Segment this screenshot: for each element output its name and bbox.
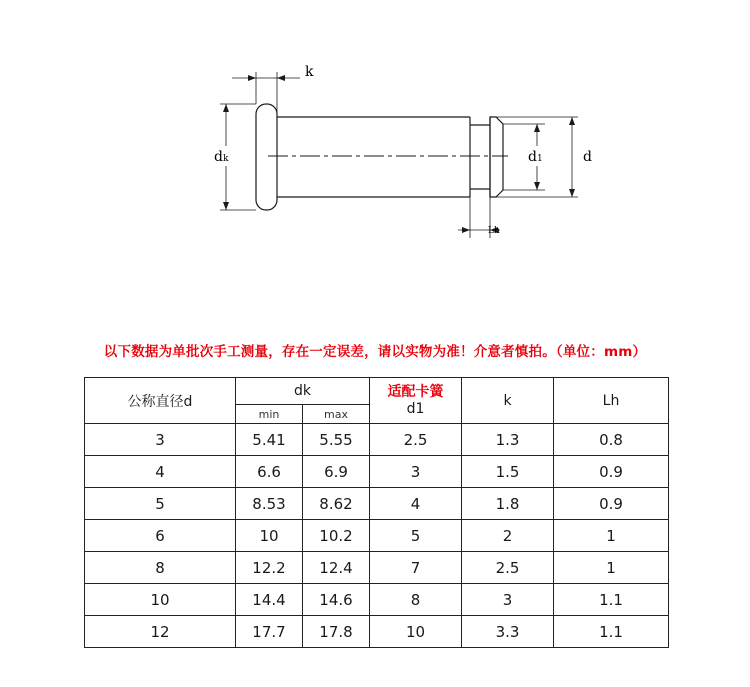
header-lh: Lh <box>554 378 669 424</box>
cell-d1: 3 <box>370 456 462 488</box>
cell-lh: 0.9 <box>554 456 669 488</box>
cell-d: 10 <box>85 584 236 616</box>
cell-d1: 7 <box>370 552 462 584</box>
table-row <box>85 616 669 648</box>
cell-d1: 4 <box>370 488 462 520</box>
cell-dk-max: 17.8 <box>303 616 370 648</box>
header-dk-max: max <box>303 405 370 424</box>
cell-dk-min: 10 <box>236 520 303 552</box>
header-nominal-diameter: 公称直径d <box>85 378 236 424</box>
cell-k: 3 <box>462 584 554 616</box>
cell-d: 3 <box>85 424 236 456</box>
cell-d: 8 <box>85 552 236 584</box>
table-row <box>85 456 669 488</box>
cell-dk-max: 10.2 <box>303 520 370 552</box>
cell-d: 6 <box>85 520 236 552</box>
cell-lh: 1 <box>554 520 669 552</box>
cell-d1: 5 <box>370 520 462 552</box>
cell-dk-max: 5.55 <box>303 424 370 456</box>
cell-lh: 1.1 <box>554 584 669 616</box>
cell-dk-max: 12.4 <box>303 552 370 584</box>
cell-lh: 1 <box>554 552 669 584</box>
label-dk: dk <box>214 149 229 165</box>
cell-dk-max: 6.9 <box>303 456 370 488</box>
cell-d: 5 <box>85 488 236 520</box>
cell-k: 3.3 <box>462 616 554 648</box>
cell-dk-min: 6.6 <box>236 456 303 488</box>
cell-lh: 0.8 <box>554 424 669 456</box>
cell-dk-max: 8.62 <box>303 488 370 520</box>
cell-k: 1.5 <box>462 456 554 488</box>
cell-k: 1.3 <box>462 424 554 456</box>
pin-drawing <box>0 0 750 330</box>
label-d: d <box>583 149 592 165</box>
cell-dk-min: 8.53 <box>236 488 303 520</box>
measurement-note: 以下数据为单批次手工测量，存在一定误差，请以实物为准！介意者慎拍。（单位：mm） <box>103 344 647 360</box>
label-k: k <box>305 64 314 80</box>
table-row <box>85 488 669 520</box>
cell-k: 1.8 <box>462 488 554 520</box>
cell-dk-min: 17.7 <box>236 616 303 648</box>
cell-d: 4 <box>85 456 236 488</box>
header-clip-label: 适配卡簧 <box>387 383 444 400</box>
table-row <box>85 552 669 584</box>
cell-dk-max: 14.6 <box>303 584 370 616</box>
header-d1-label: d1 <box>406 400 425 417</box>
header-dk: dk <box>236 378 370 405</box>
header-d1 <box>370 378 462 424</box>
table-row <box>85 424 669 456</box>
cell-d1: 10 <box>370 616 462 648</box>
table-row <box>85 584 669 616</box>
pin-head <box>256 104 277 210</box>
cell-d1: 2.5 <box>370 424 462 456</box>
table-row <box>85 520 669 552</box>
label-d1: d1 <box>528 149 543 165</box>
header-k: k <box>462 378 554 424</box>
cell-d: 12 <box>85 616 236 648</box>
label-lh: Lh <box>488 226 500 236</box>
cell-lh: 0.9 <box>554 488 669 520</box>
cell-dk-min: 5.41 <box>236 424 303 456</box>
cell-lh: 1.1 <box>554 616 669 648</box>
cell-k: 2 <box>462 520 554 552</box>
header-dk-min: min <box>236 405 303 424</box>
cell-k: 2.5 <box>462 552 554 584</box>
cell-dk-min: 14.4 <box>236 584 303 616</box>
cell-dk-min: 12.2 <box>236 552 303 584</box>
pin-end <box>490 117 503 197</box>
cell-d1: 8 <box>370 584 462 616</box>
spec-table <box>84 377 669 648</box>
